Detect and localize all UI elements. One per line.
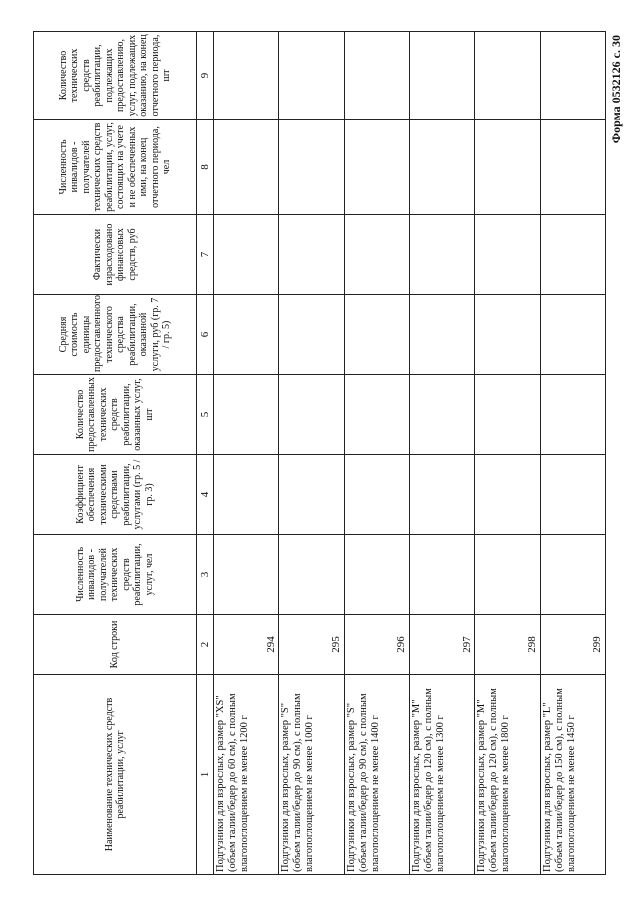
table-row bbox=[214, 32, 279, 875]
column-header-row bbox=[34, 32, 197, 875]
value-cell bbox=[344, 120, 409, 215]
column-number: 7 bbox=[197, 215, 214, 295]
value-cell bbox=[344, 375, 409, 455]
value-cell bbox=[214, 375, 279, 455]
value-cell bbox=[475, 32, 540, 120]
row-code-cell: 297 bbox=[409, 615, 474, 675]
column-number: 4 bbox=[197, 455, 214, 535]
column-number-row bbox=[197, 32, 214, 875]
column-number: 3 bbox=[197, 535, 214, 615]
value-cell bbox=[475, 455, 540, 535]
table-row bbox=[344, 32, 409, 875]
form-number: Форма 0532126 с. 30 bbox=[609, 35, 623, 144]
column-header: Количество технических средств реабилитации, подлежащих предоставлению, услуг, подлежащих оказанию, на конец отчетного периода, шт bbox=[34, 32, 197, 120]
value-cell bbox=[214, 535, 279, 615]
value-cell bbox=[475, 215, 540, 295]
value-cell bbox=[540, 32, 605, 120]
item-name-cell: Подгузники для взрослых, размер "XS" (объем талии/бедер до 60 см), с полным влагопоглощением не менее 1200 г bbox=[214, 675, 279, 875]
value-cell bbox=[540, 295, 605, 375]
value-cell bbox=[540, 375, 605, 455]
column-header: Средняя стоимость единицы предоставленного технического средства реабилитации, оказанной услуги, руб (гр. 7 / гр. 5) bbox=[34, 295, 197, 375]
value-cell bbox=[344, 295, 409, 375]
value-cell bbox=[540, 535, 605, 615]
row-code-cell: 295 bbox=[279, 615, 344, 675]
value-cell bbox=[279, 295, 344, 375]
value-cell bbox=[409, 535, 474, 615]
value-cell bbox=[409, 375, 474, 455]
table-row bbox=[409, 32, 474, 875]
value-cell bbox=[214, 455, 279, 535]
value-cell bbox=[279, 32, 344, 120]
value-cell bbox=[214, 295, 279, 375]
value-cell bbox=[344, 215, 409, 295]
value-cell bbox=[475, 535, 540, 615]
item-name-cell: Подгузники для взрослых, размер "M" (объем талии/бедер до 120 см), с полным влагопоглощением не менее 1300 г bbox=[409, 675, 474, 875]
value-cell bbox=[475, 295, 540, 375]
column-header: Коэффициент обеспечения техническими средствами реабилитации, услугами (гр. 5 / гр. 3) bbox=[34, 455, 197, 535]
value-cell bbox=[409, 215, 474, 295]
value-cell bbox=[214, 32, 279, 120]
column-header: Наименование технических средств реабилитации, услуг bbox=[34, 675, 197, 875]
column-header: Код строки bbox=[34, 615, 197, 675]
value-cell bbox=[279, 535, 344, 615]
item-name-cell: Подгузники для взрослых, размер "L" (объем талии/бедер до 150 см), с полным влагопоглощением не менее 1450 г bbox=[540, 675, 605, 875]
value-cell bbox=[540, 120, 605, 215]
column-header: Количество предоставленных технических средств реабилитации, оказанных услуг, шт bbox=[34, 375, 197, 455]
value-cell bbox=[344, 535, 409, 615]
table-row bbox=[279, 32, 344, 875]
value-cell bbox=[344, 32, 409, 120]
value-cell bbox=[475, 375, 540, 455]
value-cell bbox=[409, 120, 474, 215]
column-header: Численность инвалидов - получателей технических средств реабилитации, услуг, чел bbox=[34, 535, 197, 615]
column-number: 2 bbox=[197, 615, 214, 675]
value-cell bbox=[540, 455, 605, 535]
value-cell bbox=[475, 120, 540, 215]
value-cell bbox=[344, 455, 409, 535]
column-number: 6 bbox=[197, 295, 214, 375]
table-row bbox=[475, 32, 540, 875]
column-number: 9 bbox=[197, 32, 214, 120]
statistics-table bbox=[33, 31, 606, 875]
value-cell bbox=[279, 455, 344, 535]
column-header: Фактически израсходовано финансовых средств, руб bbox=[34, 215, 197, 295]
column-number: 8 bbox=[197, 120, 214, 215]
table-row bbox=[540, 32, 605, 875]
value-cell bbox=[214, 120, 279, 215]
column-number: 1 bbox=[197, 675, 214, 875]
value-cell bbox=[279, 120, 344, 215]
value-cell bbox=[279, 375, 344, 455]
item-name-cell: Подгузники для взрослых, размер "M" (объем талии/бедер до 120 см), с полным влагопоглощением не менее 1800 г bbox=[475, 675, 540, 875]
value-cell bbox=[409, 32, 474, 120]
row-code-cell: 294 bbox=[214, 615, 279, 675]
value-cell bbox=[540, 215, 605, 295]
item-name-cell: Подгузники для взрослых, размер "S" (объем талии/бедер до 90 см), с полным влагопоглощением не менее 1000 г bbox=[279, 675, 344, 875]
value-cell bbox=[409, 455, 474, 535]
column-number: 5 bbox=[197, 375, 214, 455]
item-name-cell: Подгузники для взрослых, размер "S" (объем талии/бедер до 90 см), с полным влагопоглощением не менее 1400 г bbox=[344, 675, 409, 875]
value-cell bbox=[409, 295, 474, 375]
row-code-cell: 299 bbox=[540, 615, 605, 675]
value-cell bbox=[279, 215, 344, 295]
column-header: Численность инвалидов - получателей технических средств реабилитации, услуг, состоящих на учете и не обеспеченных ими, на конец отчетного периода, чел bbox=[34, 120, 197, 215]
row-code-cell: 298 bbox=[475, 615, 540, 675]
value-cell bbox=[214, 215, 279, 295]
row-code-cell: 296 bbox=[344, 615, 409, 675]
